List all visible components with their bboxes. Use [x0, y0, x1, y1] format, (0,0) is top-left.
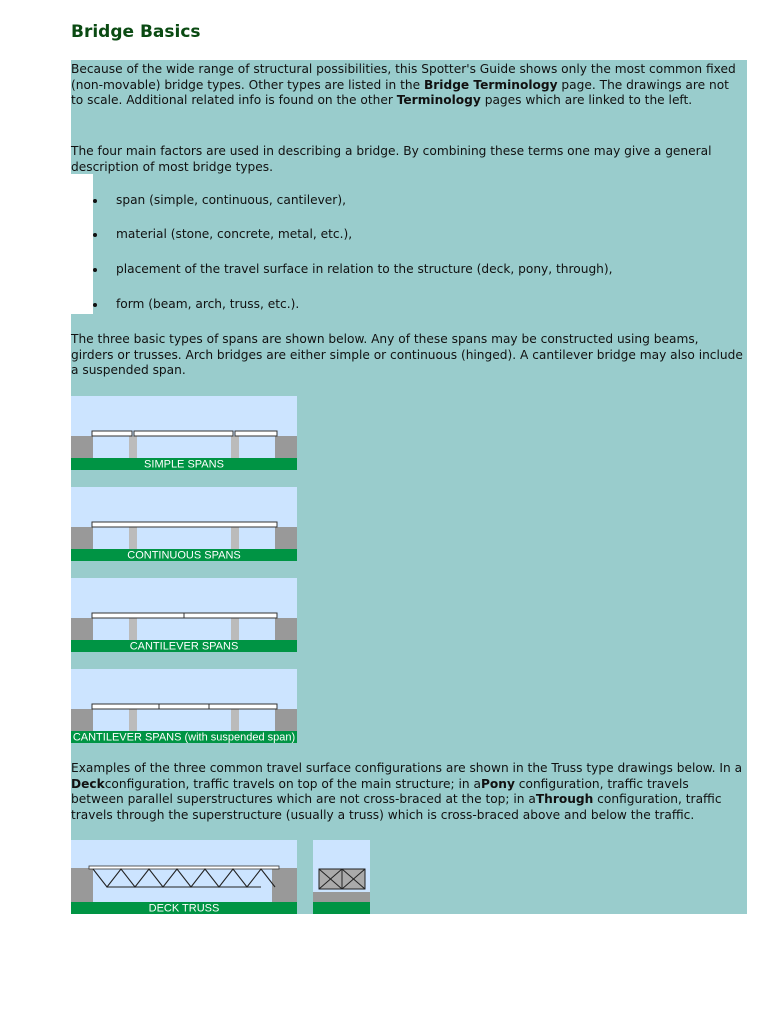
pony-term: Pony — [480, 776, 515, 791]
through-term: Through — [535, 792, 594, 807]
spans-paragraph: The three basic types of spans are shown below. Any of these spans may be constructed using beams, girders or trusses. Arch bridges are either simple or continuous (hinged). A cantilever bridge may also include a suspended span. — [71, 332, 743, 378]
continuous-spans-diagram — [71, 487, 297, 561]
surfaces-text-3: configuration, traffic travels between parallel superstructures which are not cross-braced at the top; in a — [71, 776, 689, 807]
content-area — [71, 60, 747, 914]
factors-intro: The four main factors are used in describing a bridge. By combining these terms one may give a general description of most bridge types. — [71, 144, 712, 174]
list-item — [93, 227, 733, 243]
truss-cross-section-diagram — [313, 840, 370, 914]
surfaces-text-1: Examples of the three common travel surface configurations are shown in the Truss type drawings below. In a — [71, 761, 743, 775]
list-item-text: span (simple, continuous, cantilever), — [116, 193, 346, 207]
figure-label: CANTILEVER SPANS (with suspended span) — [72, 731, 296, 743]
intro-text-1: Because of the wide range of structural possibilities, this Spotter's Guide shows only the most common fixed (non-movable) bridge types. Other types are listed in the — [71, 62, 736, 92]
bullet-icon — [93, 199, 97, 203]
surfaces-paragraph — [71, 761, 743, 823]
cantilever-suspended-span-diagram — [71, 669, 297, 743]
cantilever-spans-diagram — [71, 578, 297, 652]
bullet-icon — [93, 303, 97, 307]
bullet-icon — [93, 268, 97, 272]
intro-text-2: page. The drawings are not to scale. Additional related info is found on the other — [71, 77, 729, 108]
list-indent-notch — [71, 174, 93, 314]
deck-truss-diagram — [71, 840, 297, 914]
simple-spans-diagram — [71, 396, 297, 470]
terminology-link[interactable]: Terminology — [396, 93, 481, 108]
list-item — [93, 193, 733, 209]
figure-label: CONTINUOUS SPANS — [127, 549, 241, 561]
list-item-text: placement of the travel surface in relation to the structure (deck, pony, through), — [116, 262, 613, 276]
intro-paragraph — [71, 62, 743, 109]
deck-term: Deck — [71, 776, 105, 791]
list-item-text: material (stone, concrete, metal, etc.), — [116, 227, 353, 241]
intro-text-3: pages which are linked to the left. — [480, 93, 693, 108]
figure-label: CANTILEVER SPANS — [129, 640, 239, 652]
bullet-icon — [93, 233, 97, 237]
surfaces-text-4: configuration, traffic travels through the superstructure (usually a truss) which is cross-braced above and below the traffic. — [71, 792, 722, 822]
list-item — [93, 297, 733, 313]
bridge-terminology-link[interactable]: Bridge Terminology — [424, 77, 558, 92]
figure-label: SIMPLE SPANS — [144, 458, 224, 470]
list-item — [93, 262, 733, 278]
list-item-text: form (beam, arch, truss, etc.). — [116, 297, 300, 311]
surfaces-text-2: configuration, traffic travels on top of the main structure; in a — [104, 776, 481, 791]
page-title: Bridge Basics — [71, 22, 201, 42]
figure-label: DECK TRUSS — [148, 902, 220, 914]
